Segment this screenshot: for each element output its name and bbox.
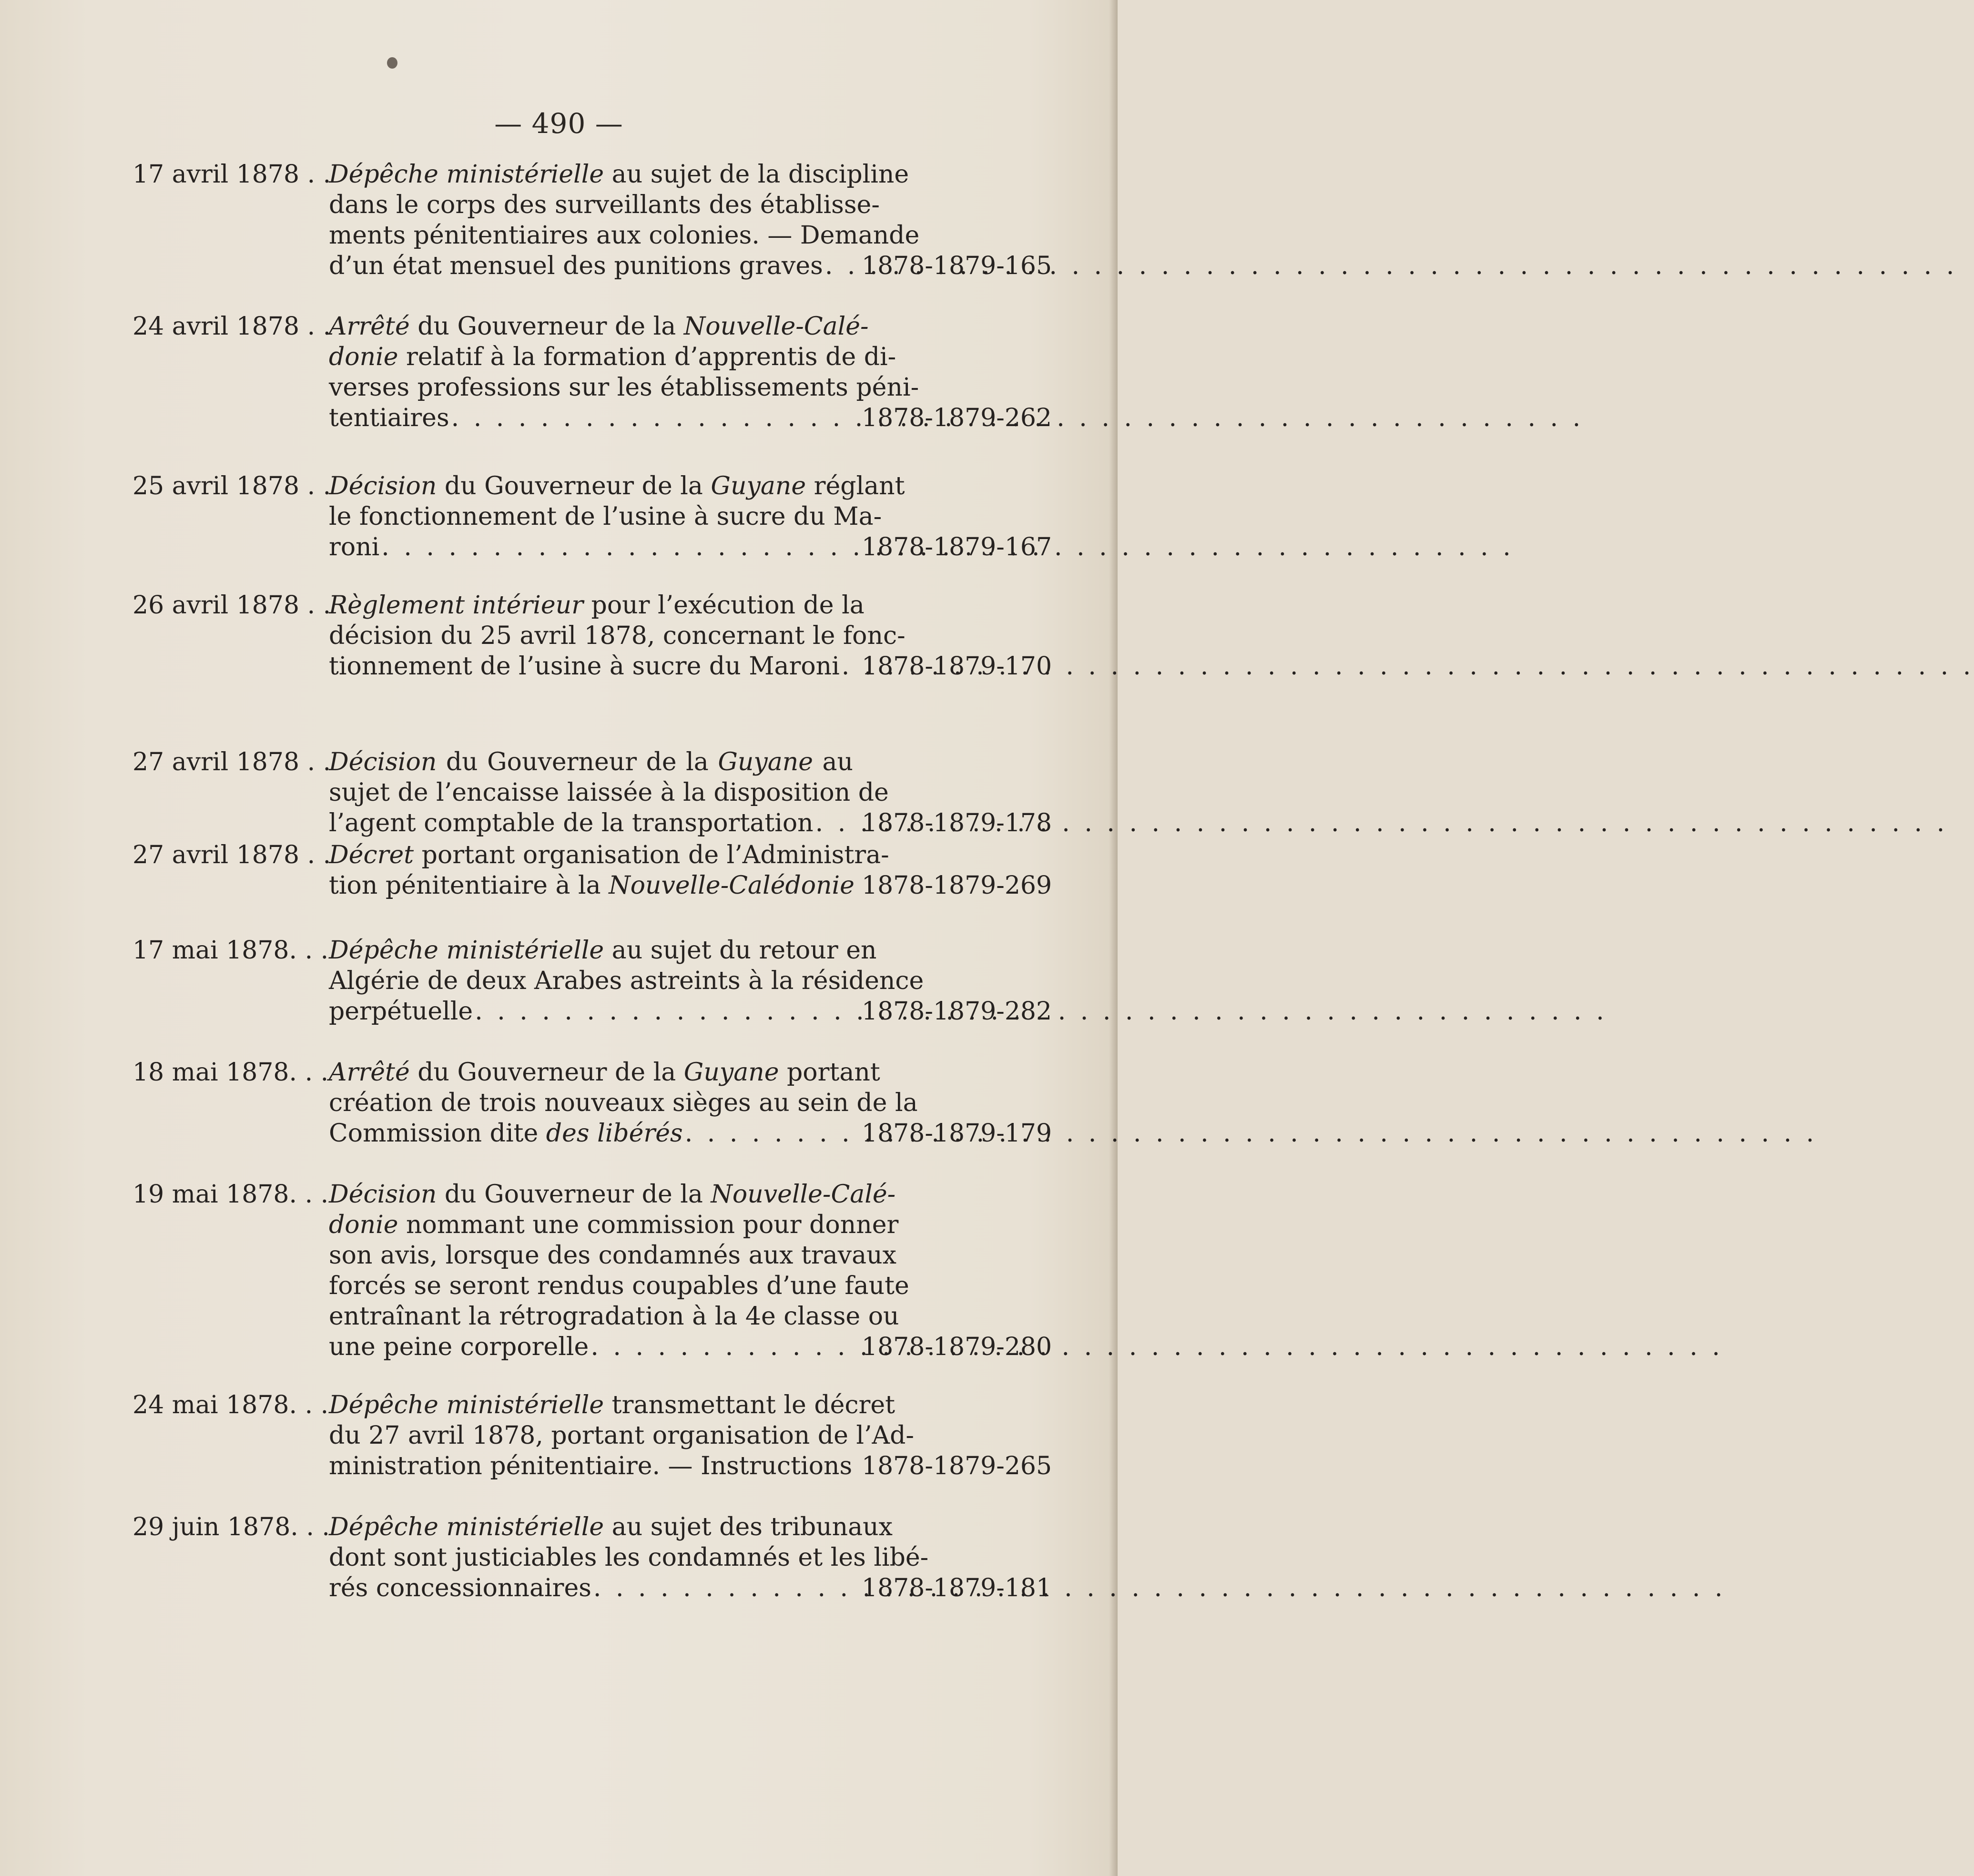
entry-line xyxy=(329,621,906,651)
entry-text: du 27 avril 1878, portant organisation de l’Ad- xyxy=(329,1421,914,1450)
entry-reference: 1878-1879-269 xyxy=(862,871,1052,900)
entry-text: ments pénitentiaires aux colonies. — Demande xyxy=(329,221,920,250)
entry-description xyxy=(329,590,906,682)
entry-text-italic: Guyane xyxy=(718,748,813,776)
entry-text: du Gouverneur de la xyxy=(437,472,711,500)
entry-line xyxy=(329,342,896,372)
entry-line xyxy=(329,220,920,251)
entry-date: 29 juin 1878. . . xyxy=(132,1513,330,1541)
entry-text: l’agent comptable de la transportation xyxy=(329,809,814,837)
entry-line xyxy=(329,1057,880,1088)
entry-text: le fonctionnement de l’usine à sucre du Ma- xyxy=(329,502,882,531)
entry-text-italic: Dépêche ministérielle xyxy=(329,936,604,965)
entry-text-italic: Dépêche ministérielle xyxy=(329,160,604,189)
entry-text-italic: Nouvelle-Calé- xyxy=(711,1180,896,1209)
entry-line xyxy=(329,1451,853,1481)
entry-description xyxy=(329,935,924,1027)
entry-line xyxy=(329,1332,853,1362)
entry-line xyxy=(329,1210,899,1240)
entry-date: 19 mai 1878. . . xyxy=(132,1180,329,1209)
dot-leader xyxy=(593,1573,1726,1603)
entry-text-italic: Règlement intérieur xyxy=(329,591,584,620)
entry-text: perpétuelle xyxy=(329,997,473,1026)
entry-line xyxy=(329,996,853,1027)
entry-line xyxy=(329,1420,914,1451)
entry-text: portant organisation de l’Administra- xyxy=(414,841,889,869)
entry-line xyxy=(329,372,919,403)
entry-line xyxy=(329,1240,896,1271)
entry-line xyxy=(329,1390,895,1420)
entry-reference: 1878-1879-280 xyxy=(862,1333,1052,1361)
entry-reference: 1878-1879-170 xyxy=(862,652,1052,681)
entry-text: du Gouverneur de la xyxy=(437,1180,711,1209)
entry-date: 24 mai 1878. . . xyxy=(132,1391,329,1419)
entry-text: tion pénitentiaire à la xyxy=(329,871,609,900)
entry-text: tionnement de l’usine à sucre du Maroni xyxy=(329,652,840,681)
entry-text-italic: Guyane xyxy=(711,472,806,500)
entry-text-italic: donie xyxy=(329,343,398,371)
entry-date: 27 avril 1878 . . xyxy=(132,841,331,869)
entry-text: décision du 25 avril 1878, concernant le fonc- xyxy=(329,622,906,650)
entry-line xyxy=(329,935,877,966)
entry-reference: 1878-1879-262 xyxy=(862,404,1052,432)
entry-description xyxy=(329,159,920,281)
entry-text: au sujet des tribunaux xyxy=(604,1513,893,1541)
entry-text-italic: Nouvelle-Calé- xyxy=(683,312,869,341)
entry-text: du Gouverneur de la xyxy=(409,312,684,341)
entry-text: Commission dite xyxy=(329,1119,546,1148)
entry-text: réglant xyxy=(806,472,905,500)
entry-text-italic: Décision xyxy=(329,1180,437,1209)
entry-line xyxy=(329,1512,893,1542)
entry-line xyxy=(329,1088,918,1118)
entry-description xyxy=(329,471,905,562)
entry-line xyxy=(329,840,889,870)
entry-description xyxy=(329,311,919,433)
entry-text-italic: Décret xyxy=(329,841,414,869)
entry-text: pour l’exécution de la xyxy=(583,591,865,620)
entry-line xyxy=(329,966,924,996)
entry-date: 26 avril 1878 . . xyxy=(132,591,331,620)
entry-date: 17 mai 1878. . . xyxy=(132,936,329,965)
entry-text: rés concessionnaires xyxy=(329,1574,591,1602)
entry-text: forcés se seront rendus coupables d’une faute xyxy=(329,1272,909,1300)
entry-description xyxy=(329,840,889,901)
entry-text: sujet de l’encaisse laissée à la disposition de xyxy=(329,778,889,807)
entry-line xyxy=(329,590,865,621)
entry-text: ministration pénitentiaire. — Instructions xyxy=(329,1452,853,1480)
entry-text: d’un état mensuel des punitions graves xyxy=(329,252,823,280)
entry-line xyxy=(329,1179,896,1210)
entry-text: Algérie de deux Arabes astreints à la résidence xyxy=(329,967,924,995)
entry-line xyxy=(329,1573,853,1603)
entry-date: 24 avril 1878 . . xyxy=(132,312,331,341)
entry-line xyxy=(329,159,909,190)
entry-text: une peine corporelle xyxy=(329,1333,589,1361)
entry-line xyxy=(329,1301,899,1332)
entry-text-italic: Nouvelle-Calédonie xyxy=(609,871,855,900)
entry-line xyxy=(329,403,853,433)
entry-text: création de trois nouveaux sièges au sein de la xyxy=(329,1089,918,1117)
entry-line xyxy=(329,651,853,682)
entry-line xyxy=(329,532,853,562)
entry-text-italic: Arrêté xyxy=(329,1058,410,1087)
dot-leader xyxy=(685,1118,1817,1149)
entry-text: dont sont justiciables les condamnés et les libé- xyxy=(329,1543,929,1572)
entry-description xyxy=(329,1057,918,1149)
entry-line xyxy=(329,471,905,501)
entry-text: tentiaires xyxy=(329,404,449,432)
entry-text: au xyxy=(813,748,853,776)
entry-text: transmettant le décret xyxy=(604,1391,895,1419)
entry-text: du Gouverneur de la xyxy=(437,748,718,776)
entry-text-italic: Décision xyxy=(329,748,437,776)
page-number: — 490 — xyxy=(494,107,623,140)
entry-text-italic: Arrêté xyxy=(329,312,410,341)
entry-date: 17 avril 1878 . . xyxy=(132,160,331,189)
entry-line xyxy=(329,311,869,342)
entry-text: au sujet de la discipline xyxy=(604,160,909,189)
entry-date: 18 mai 1878. . . xyxy=(132,1058,329,1087)
entry-reference: 1878-1879-178 xyxy=(862,809,1052,837)
entry-text: entraînant la rétrogradation à la 4e classe ou xyxy=(329,1302,899,1331)
entry-text: du Gouverneur de la xyxy=(409,1058,684,1087)
entry-line xyxy=(329,870,853,901)
entry-line xyxy=(329,190,880,220)
ink-spot xyxy=(387,57,397,69)
entry-line xyxy=(329,1542,929,1573)
entry-text-italic: Décision xyxy=(329,472,437,500)
entry-text: au sujet du retour en xyxy=(604,936,877,965)
entry-reference: 1878-1879-165 xyxy=(862,252,1052,280)
entry-text: son avis, lorsque des condamnés aux travaux xyxy=(329,1241,896,1270)
entry-text: verses professions sur les établissements péni- xyxy=(329,373,919,402)
entry-reference: 1878-1879-179 xyxy=(862,1119,1052,1148)
entry-description xyxy=(329,1179,909,1362)
entry-text-italic: des libérés xyxy=(546,1119,683,1148)
entry-text-italic: Guyane xyxy=(683,1058,779,1087)
entry-line xyxy=(329,1118,853,1149)
entry-reference: 1878-1879-265 xyxy=(862,1452,1052,1480)
entry-line xyxy=(329,808,853,838)
dot-leader xyxy=(590,1332,1723,1362)
entry-text-italic: Dépêche ministérielle xyxy=(329,1391,604,1419)
entry-description xyxy=(329,1512,929,1603)
entry-reference: 1878-1879-181 xyxy=(862,1574,1052,1602)
entry-description xyxy=(329,747,889,838)
entry-line xyxy=(329,251,853,281)
entry-text-italic: donie xyxy=(329,1211,398,1239)
entry-date: 25 avril 1878 . . xyxy=(132,472,331,500)
entry-text: roni xyxy=(329,533,380,561)
entry-description xyxy=(329,1390,914,1481)
entry-reference: 1878-1879-167 xyxy=(862,533,1052,561)
entry-line xyxy=(329,501,882,532)
entry-line xyxy=(329,777,889,808)
entry-date: 27 avril 1878 . . xyxy=(132,748,331,776)
entry-text: relatif à la formation d’apprentis de di- xyxy=(398,343,896,371)
entry-text: nommant une commission pour donner xyxy=(398,1211,899,1239)
entry-line xyxy=(329,1271,909,1301)
entry-text: portant xyxy=(779,1058,880,1087)
entry-line xyxy=(329,747,853,777)
entry-reference: 1878-1879-282 xyxy=(862,997,1052,1026)
entry-text: dans le corps des surveillants des établisse- xyxy=(329,191,880,219)
entry-text-italic: Dépêche ministérielle xyxy=(329,1513,604,1541)
